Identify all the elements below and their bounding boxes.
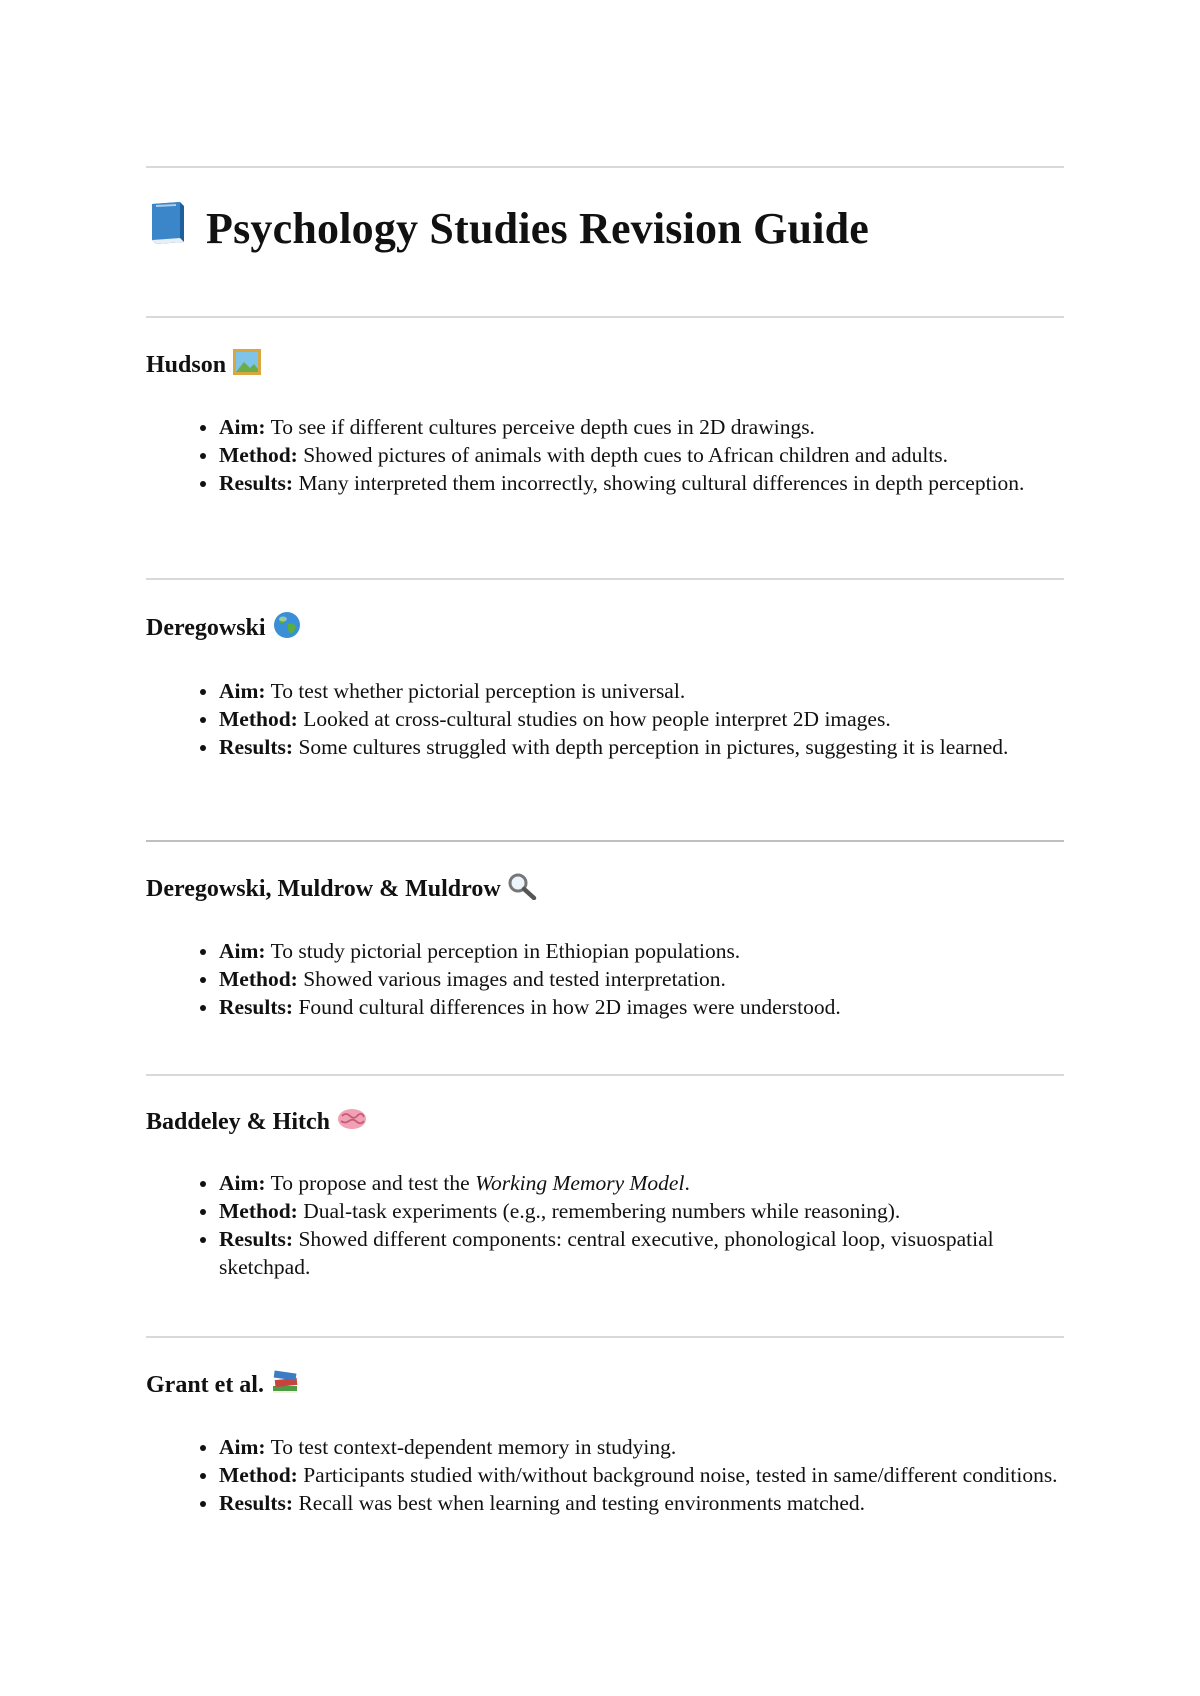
study-name: Grant et al. (146, 1372, 264, 1398)
list-item: • Aim: To test context-dependent memory in studying. (219, 1433, 1064, 1461)
study-details (146, 677, 1064, 761)
list-item: • Results: Some cultures struggled with depth perception in pictures, suggesting it is learned. (219, 733, 1064, 761)
divider (146, 1336, 1064, 1338)
list-item: • Results: Recall was best when learning and testing environments matched. (219, 1489, 1064, 1517)
study-details (146, 1169, 1064, 1281)
brain-icon (336, 1106, 368, 1139)
framed-picture-icon (232, 348, 262, 383)
study-name: Deregowski, Muldrow & Muldrow (146, 876, 501, 902)
divider (146, 1074, 1064, 1076)
study-details (146, 413, 1064, 497)
study-section-deregowski (146, 610, 1064, 761)
study-heading (146, 1368, 1064, 1403)
study-details (146, 937, 1064, 1021)
page-title (146, 200, 869, 257)
study-heading (146, 872, 1064, 907)
list-item: • Results: Many interpreted them incorrectly, showing cultural differences in depth perception. (219, 469, 1064, 497)
list-item: • Aim: To study pictorial perception in Ethiopian populations. (219, 937, 1064, 965)
list-item: • Method: Dual-task experiments (e.g., remembering numbers while reasoning). (219, 1197, 1064, 1225)
study-heading (146, 1106, 1064, 1139)
blue-book-icon (146, 200, 188, 257)
list-item: • Aim: To see if different cultures perceive depth cues in 2D drawings. (219, 413, 1064, 441)
study-name: Baddeley & Hitch (146, 1109, 330, 1135)
study-section-hudson (146, 348, 1064, 497)
magnifying-glass-icon (507, 872, 537, 907)
study-section-deregowski-muldrow (146, 872, 1064, 1021)
list-item: • Results: Showed different components: central executive, phonological loop, visuospatial sketchpad. (219, 1225, 1064, 1281)
divider (146, 166, 1064, 168)
list-item: • Method: Looked at cross-cultural studies on how people interpret 2D images. (219, 705, 1064, 733)
divider (146, 316, 1064, 318)
title-text: Psychology Studies Revision Guide (206, 204, 870, 253)
list-item: • Aim: To test whether pictorial perception is universal. (219, 677, 1064, 705)
list-item: • Method: Showed various images and tested interpretation. (219, 965, 1064, 993)
study-section-grant-et-al (146, 1368, 1064, 1517)
stack-of-books-icon (270, 1368, 300, 1403)
list-item: • Method: Showed pictures of animals with depth cues to African children and adults. (219, 441, 1064, 469)
study-name: Deregowski (146, 615, 266, 641)
divider (146, 578, 1064, 580)
divider (146, 840, 1064, 842)
globe-icon (272, 610, 302, 647)
list-item: • Aim: To propose and test the Working Memory Model. (219, 1169, 1064, 1197)
study-details (146, 1433, 1064, 1517)
list-item: • Method: Participants studied with/without background noise, tested in same/different conditions. (219, 1461, 1064, 1489)
study-heading (146, 610, 1064, 647)
list-item: • Results: Found cultural differences in how 2D images were understood. (219, 993, 1064, 1021)
study-heading (146, 348, 1064, 383)
study-section-baddeley-hitch (146, 1106, 1064, 1281)
study-name: Hudson (146, 352, 227, 378)
